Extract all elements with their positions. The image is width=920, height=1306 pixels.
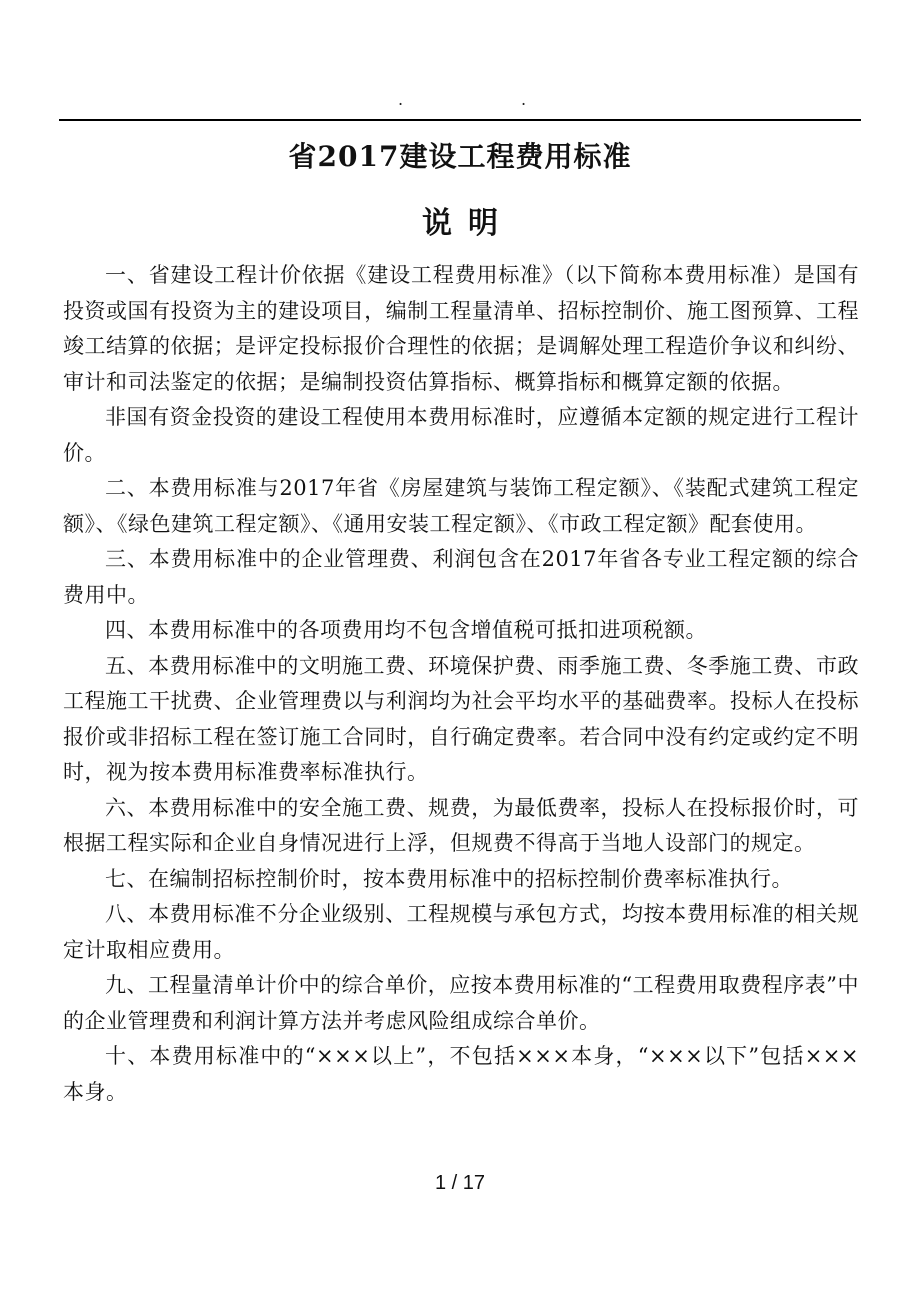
header-dot-left: . xyxy=(398,90,404,109)
paragraph-7: 六、本费用标准中的安全施工费、规费，为最低费率，投标人在投标报价时，可根据工程实际和企业自身情况进行上浮，但规费不得高于当地人设部门的规定。 xyxy=(63,795,859,855)
header-dot-right: . xyxy=(521,90,527,109)
document-subtitle: 说明 xyxy=(422,206,514,241)
page-header xyxy=(0,92,920,116)
paragraph-9: 八、本费用标准不分企业级别、工程规模与承包方式，均按本费用标准的相关规定计取相应费用。 xyxy=(63,902,859,962)
paragraph-3: 二、本费用标准与2017年省《房屋建筑与装饰工程定额》、《装配式建筑工程定额》、《绿色建筑工程定额》、《通用安装工程定额》、《市政工程定额》配套使用。 xyxy=(63,476,859,536)
paragraph-8: 七、在编制招标控制价时，按本费用标准中的招标控制价费率标准执行。 xyxy=(105,866,793,891)
paragraph-5: 四、本费用标准中的各项费用均不包含增值税可抵扣进项税额。 xyxy=(105,618,707,642)
paragraph-6: 五、本费用标准中的文明施工费、环境保护费、雨季施工费、冬季施工费、市政工程施工干扰费、企业管理费以与利润均为社会平均水平的基础费率。投标人在投标报价或非招标工程在签订施工合同时，自行确定费率。若合同中没有约定或约定不明时，视为按本费用标准费率标准执行。 xyxy=(63,653,859,784)
header-rule xyxy=(59,119,861,121)
document-title: 省2017建设工程费用标准 xyxy=(288,140,632,173)
document-body xyxy=(63,258,859,1110)
paragraph-1: 一、省建设工程计价依据《建设工程费用标准》（以下简称本费用标准）是国有投资或国有投资为主的建设项目，编制工程量清单、招标控制价、施工图预算、工程竣工结算的依据；是评定投标报价合理性的依据；是调解处理工程造价争议和纠纷、审计和司法鉴定的依据；是编制投资估算指标、概算指标和概算定额的依据。 xyxy=(63,263,859,394)
paragraph-10: 九、工程量清单计价中的综合单价，应按本费用标准的“工程费用取费程序表”中的企业管理费和利润计算方法并考虑风险组成综合单价。 xyxy=(63,973,859,1033)
paragraph-11: 十、本费用标准中的“×××以上”，不包括×××本身，“×××以下”包括×××本身。 xyxy=(63,1044,859,1104)
page-number: 1 / 17 xyxy=(434,1172,486,1194)
paragraph-2: 非国有资金投资的建设工程使用本费用标准时，应遵循本定额的规定进行工程计价。 xyxy=(63,405,859,465)
paragraph-4: 三、本费用标准中的企业管理费、利润包含在2017年省各专业工程定额的综合费用中。 xyxy=(63,547,859,607)
